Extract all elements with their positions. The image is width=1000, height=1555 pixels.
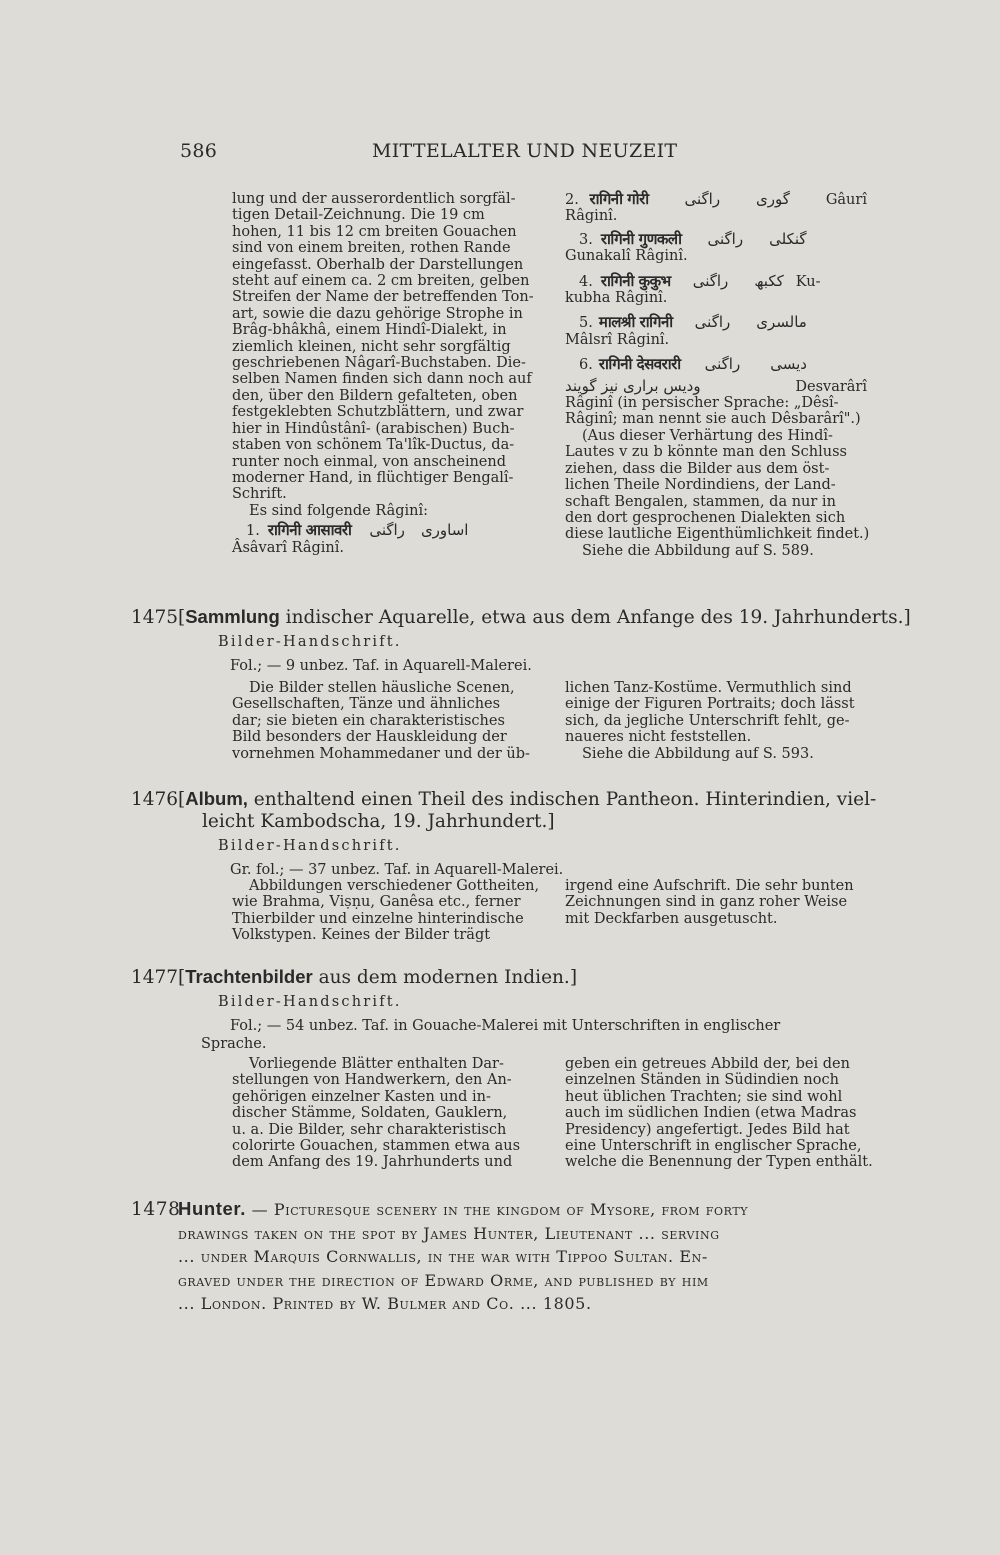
text-line: mit Deckfarben ausgetuscht. [565,910,778,927]
text-line: irgend eine Aufschrift. Die sehr bunten [565,878,854,894]
entry-type: Bilder-Handschrift. [218,838,402,854]
text-line: Volkstypen. Keines der Bilder trägt [232,927,491,944]
text-line: Die Bilder stellen häusliche Scenen, [249,680,515,696]
right-column-text [565,395,870,559]
entry-type: Bilder-Handschrift. [218,634,402,650]
entry-number: 1475 [131,607,179,628]
text-line: geschriebenen Nâgarî-Buchstaben. Die- [232,355,526,372]
text-line: hier in Hindûstânî- (arabischen) Buch- [232,420,515,437]
arabic-word-ragini: راگنی [684,190,721,208]
item-number: 2. [565,192,579,208]
text-line: eine Unterschrift in englischer Sprache, [565,1138,862,1155]
entry-type: Bilder-Handschrift. [218,994,402,1010]
text-line: festgeklebten Schutzblättern, und zwar [232,404,524,421]
arabic-name: اساوری [420,521,469,540]
text-line: wie Brahma, Viṣṇu, Ganêsa etc., ferner [232,894,521,911]
item-number: 3. [579,231,593,248]
ragini-item-2-latin: Râginî. [565,208,618,225]
devanagari-name: रागिनी आसावरी [267,521,352,540]
text-line: Brâg-bhâkhâ, einem Hindî-Dialekt, in [232,322,507,339]
entry-format: Gr. fol.; — 37 unbez. Taf. in Aquarell-Malerei. [230,862,564,878]
text-line: eingefasst. Oberhalb der Darstellungen [232,256,524,273]
text-line: selben Namen finden sich dann noch auf [232,371,532,388]
text-line: Bild besonders der Hauskleidung der [232,729,507,746]
text-line: runter noch einmal, von anscheinend [232,453,507,470]
text-line: Schrift. [232,486,287,503]
latin-name: Ku- [795,273,821,290]
item-number: 1. [246,523,260,540]
text-line: Abbildungen verschiedener Gottheiten, [249,878,540,894]
text-line: ziemlich kleinen, nicht sehr sorgfältig [232,338,511,355]
bracket: [ [178,607,186,628]
left-column [232,191,532,556]
text-line: lung und der ausserordentlich sorgfäl- [232,191,516,207]
ragini-item-4 [565,273,867,290]
text-line: geben ein getreues Abbild der, bei den [565,1056,850,1072]
entry-title [131,966,871,989]
entry-right-column [565,1056,873,1171]
devanagari-name: रागिनी गुणकली [600,229,682,248]
text-line: Siehe die Abbildung auf S. 593. [582,745,814,762]
text-line: Râginî; man nennt sie auch Dêsbarârî".) [565,411,861,428]
devanagari-name: रागिनी गोरी [589,190,649,208]
entry-author: Hunter. [178,1198,246,1219]
catalog-entry-1475 [131,606,911,675]
text-line: lichen Tanz-Kostüme. Vermuthlich sind [565,680,852,696]
ragini-item-5-latin: Mâlsrî Râginî. [565,331,670,348]
entry-title [131,606,911,629]
text-line: Siehe die Abbildung auf S. 589. [582,542,814,559]
arabic-word-ragini: راگنی [704,355,741,374]
arabic-name: مالسری [756,313,807,332]
devanagari-name: मालश्री रागिनी [598,313,673,332]
devanagari-name: रागिनी कुकुभ [600,271,671,290]
left-column-text [232,191,532,503]
text-line: colorirte Gouachen, stammen etwa aus [232,1138,521,1155]
text-line: welche die Benennung der Typen enthält. [565,1154,873,1171]
text-line: heut üblichen Trachten; sie sind wohl [565,1088,843,1105]
text-line: stellungen von Handwerkern, den An- [232,1072,512,1089]
text-line: Râginî (in persischer Sprache: „Dêsî- [565,395,839,412]
entry-number: 1476 [131,789,179,810]
latin-name: Gâurî [825,192,867,208]
text-line: ziehen, dass die Bilder aus dem öst- [565,460,830,477]
text-line: sind von einem breiten, rothen Rande [232,240,511,257]
entry-keyword: Trachtenbilder [185,966,313,987]
ragini-item-6-arabic-line [565,378,867,395]
entry-number: 1477 [131,967,179,988]
entry-title-rest: aus dem modernen Indien.] [312,967,578,988]
catalog-entry-1476 [131,788,877,879]
text-line: art, sowie die dazu gehörige Strophe in [232,305,523,322]
entry-keyword: Sammlung [185,606,280,627]
latin-name: Desvarârî [795,378,867,395]
text-line: Gesellschaften, Tänze und ähnliches [232,696,501,713]
entry-left-column [232,1056,532,1171]
devanagari-name: रागिनी देसवरारी [598,355,681,374]
arabic-word-ragini: راگنی [692,271,729,290]
arabic-name: گنکلی [769,229,807,248]
text-line: sich, da jegliche Unterschrift fehlt, ge- [565,712,850,729]
text-line: moderner Hand, in flüchtiger Bengalî- [232,469,514,486]
entry-1478-line-2: drawings taken on the spot by James Hunter, Lieutenant ... serving [178,1223,720,1243]
text-line: (Aus dieser Verhärtung des Hindî- [582,427,833,444]
arabic-phrase: ودیس براری نیز گویند [565,376,701,395]
text-line: einzelnen Ständen in Südindien noch [565,1072,839,1089]
text-line: steht auf einem ca. 2 cm breiten, gelben [232,273,530,290]
text-line: vornehmen Mohammedaner und der üb- [232,745,530,762]
text-line: Streifen der Name der betreffenden Ton- [232,289,534,306]
entry-title [131,788,877,811]
right-column [565,190,870,559]
ragini-item-2 [565,191,867,208]
ragini-item-3 [565,231,867,248]
entry-keyword: Album, [185,788,248,809]
catalog-entry-1477 [131,966,871,1053]
text-line: dar; sie bieten ein charakteristisches [232,712,505,729]
entry-number: 1478 [131,1199,181,1220]
ragini-item-4-latin: kubha Râginî. [565,290,668,307]
text-line: gehörigen einzelner Kasten und in- [232,1088,491,1105]
entry-left-column [232,878,540,944]
ragini-item-6 [565,356,867,373]
catalog-entry-1478 [131,1197,871,1316]
ragini-item-5 [565,314,867,331]
entry-1478-line-5: ... London. Printed by W. Bulmer and Co. ... 1805. [178,1294,592,1313]
item-number: 5. [579,315,593,332]
entry-title-rest: indischer Aquarelle, etwa aus dem Anfange des 19. Jahrhunderts.] [279,607,911,628]
text-line: den dort gesprochenen Dialekten sich [565,509,846,526]
text-line: lichen Theile Nordindiens, der Land- [565,477,836,494]
arabic-word-ragini: راگنی [707,229,744,248]
entry-1478-line-4: graved under the direction of Edward Orme, and published by him [178,1270,709,1290]
text-line: auch im südlichen Indien (etwa Madras [565,1105,857,1122]
entry-1478-line-1 [131,1197,871,1222]
text-line: Zeichnungen sind in ganz roher Weise [565,894,848,911]
raginis-intro: Es sind folgende Râginî: [249,502,429,519]
entry-title-text: — Picturesque scenery in the kingdom of Mysore, from forty [251,1200,749,1219]
item-number: 4. [579,273,593,290]
bracket: [ [178,789,186,810]
entry-right-column [565,680,867,762]
text-line: naueres nicht feststellen. [565,729,752,746]
text-line: u. a. Die Bilder, sehr charakteristisch [232,1121,507,1138]
text-line: den, über den Bildern gefalteten, oben [232,387,518,404]
ragini-item-1 [232,522,532,539]
item-number: 6. [579,357,593,374]
text-line: staben von schönem Ta'lîk-Ductus, da- [232,437,515,454]
text-line: Thierbilder und einzelne hinterindische [232,910,524,927]
page-number: 586 [180,140,218,162]
arabic-name: گوری [756,190,790,208]
running-title: MITTELALTER UND NEUZEIT [372,140,678,162]
ragini-item-3-latin: Gunakalî Râginî. [565,248,688,265]
text-line: dem Anfang des 19. Jahrhunderts und [232,1154,513,1171]
text-line: diese lautliche Eigenthümlichkeit findet.) [565,526,870,543]
entry-format: Fol.; — 9 unbez. Taf. in Aquarell-Malerei. [230,658,532,674]
entry-format: Fol.; — 54 unbez. Taf. in Gouache-Malerei mit Unterschriften in englischer [230,1018,781,1034]
entry-title-line-2: leicht Kambodscha, 19. Jahrhundert.] [202,811,555,832]
entry-right-column [565,878,867,927]
entry-title-rest: enthaltend einen Theil des indischen Pantheon. Hinterindien, viel- [247,789,877,810]
entry-left-column [232,680,532,762]
arabic-name: ککبھ [754,271,784,290]
entry-1478-line-3: ... under Marquis Cornwallis, in the war with Tippoo Sultan. En- [178,1247,708,1266]
text-line: Presidency) angefertigt. Jedes Bild hat [565,1121,850,1138]
text-line: discher Stämme, Soldaten, Gauklern, [232,1105,508,1122]
text-line: einige der Figuren Portraits; doch lässt [565,696,855,713]
entry-format-line-2: Sprache. [201,1036,267,1052]
arabic-name: دیسی [770,355,807,374]
arabic-word-ragini: راگنی [369,521,405,540]
text-line: Lautes v zu b könnte man den Schluss [565,444,847,461]
text-line: schaft Bengalen, stammen, da nur in [565,493,836,510]
text-line: hohen, 11 bis 12 cm breiten Gouachen [232,223,517,240]
text-line: tigen Detail-Zeichnung. Die 19 cm [232,207,485,224]
text-line: Vorliegende Blätter enthalten Dar- [249,1056,504,1072]
bracket: [ [178,967,186,988]
ragini-item-1-latin: Âsâvarî Râginî. [232,539,344,556]
arabic-word-ragini: راگنی [694,313,731,332]
